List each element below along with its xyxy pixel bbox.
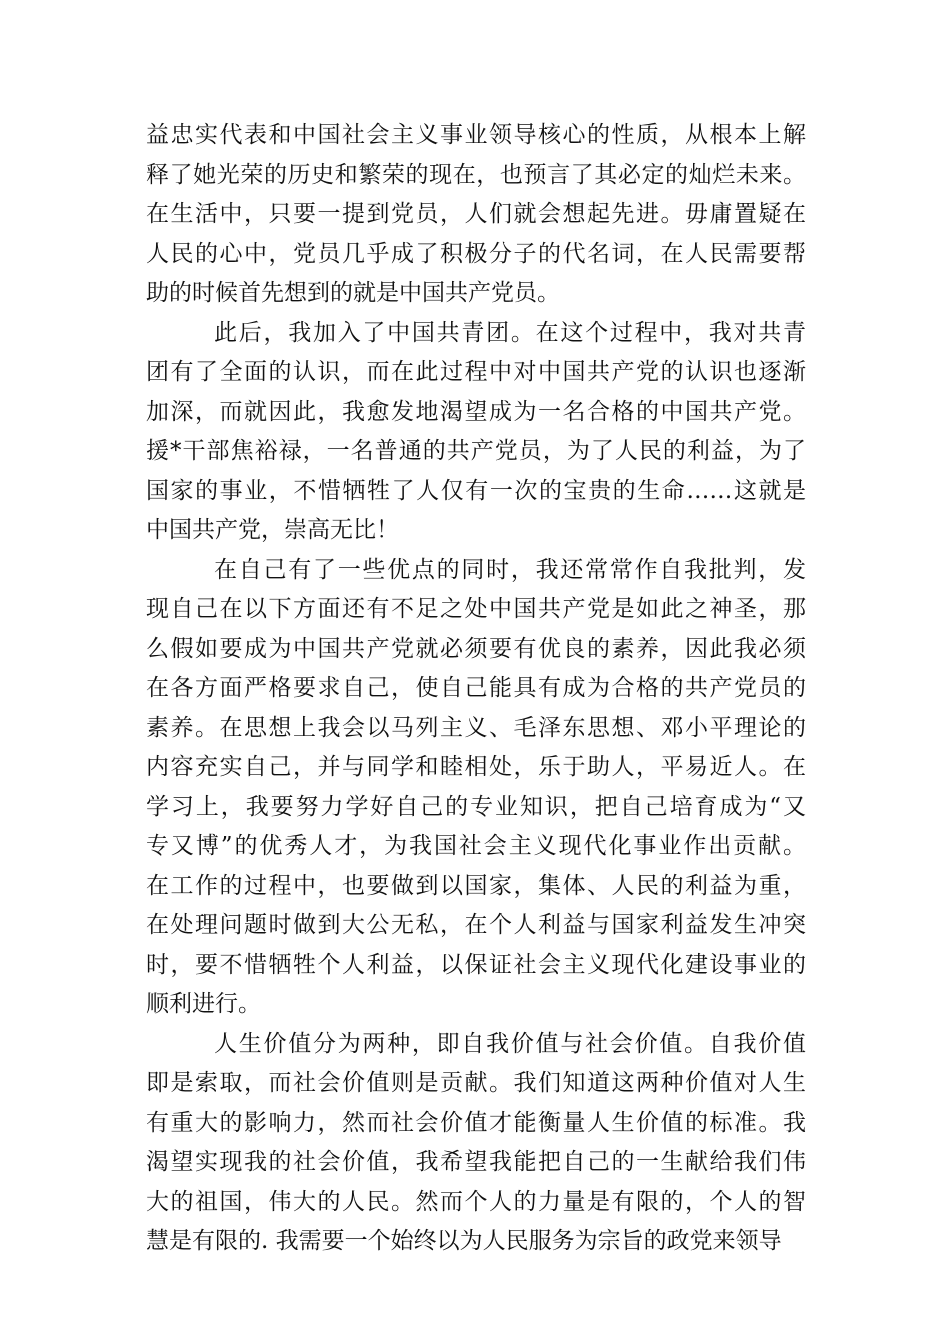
text-line: 在自己有了一些优点的同时，我还常常作自我批判，发: [214, 556, 806, 583]
text-line: 么假如要成为中国共产党就必须要有优良的素养，因此我必须: [146, 635, 806, 662]
text-line: 援*干部焦裕禄，一名普通的共产党员，为了人民的利益，为了: [146, 438, 806, 464]
text-line: 在工作的过程中，也要做到以国家，集体、人民的利益为重，: [146, 872, 806, 899]
text-line: 在处理问题时做到大公无私，在个人利益与国家利益发生冲突: [146, 912, 806, 938]
text-line: 此后，我加入了中国共青团。在这个过程中，我对共青: [214, 319, 806, 346]
text-line: 专又博”的优秀人才，为我国社会主义现代化事业作出贡献。: [146, 833, 806, 859]
text-line: 内容充实自己，并与同学和睦相处，乐于助人，平易近人。在: [146, 754, 806, 780]
text-line: 益忠实代表和中国社会主义事业领导核心的性质，从根本上解: [146, 122, 806, 148]
text-line: 时，要不惜牺牲个人利益，以保证社会主义现代化建设事业的: [146, 951, 806, 978]
paragraph-1: [146, 116, 806, 314]
text-line: 顺利进行。: [146, 991, 261, 1017]
text-line: 大的祖国，伟大的人民。然而个人的力量是有限的，个人的智: [146, 1188, 806, 1215]
text-line: 团有了全面的认识，而在此过程中对中国共产党的认识也逐渐: [146, 359, 806, 385]
paragraph-3: [146, 551, 806, 1025]
text-line: 在各方面严格要求自己，使自己能具有成为合格的共产党员的: [146, 675, 806, 701]
text-line: 现自己在以下方面还有不足之处中国共产党是如此之神圣，那: [146, 596, 806, 622]
text-line: 有重大的影响力，然而社会价值才能衡量人生价值的标准。我: [146, 1109, 806, 1136]
body-text: [146, 116, 806, 1262]
text-line: 即是索取，而社会价值则是贡献。我们知道这两种价值对人生: [146, 1070, 806, 1096]
text-line: 释了她光荣的历史和繁荣的现在，也预言了其必定的灿烂未来。: [146, 161, 806, 188]
text-line: 人民的心中，党员几乎成了积极分子的代名词，在人民需要帮: [146, 240, 806, 267]
text-line: 人生价值分为两种，即自我价值与社会价值。自我价值: [214, 1030, 806, 1057]
text-line: 学习上，我要努力学好自己的专业知识，把自己培育成为“又: [146, 793, 806, 820]
text-line: 中国共产党，崇高无比！: [146, 517, 399, 543]
text-line: 在生活中，只要一提到党员，人们就会想起先进。毋庸置疑在: [146, 201, 806, 227]
text-line: 加深，而就因此，我愈发地渴望成为一名合格的中国共产党。: [146, 398, 806, 425]
text-line: 素养。在思想上我会以马列主义、毛泽东思想、邓小平理论的: [146, 714, 806, 741]
paragraph-2: [146, 314, 806, 551]
text-line: 渴望实现我的社会价值，我希望我能把自己的一生献给我们伟: [146, 1149, 806, 1175]
text-line: 助的时候首先想到的就是中国共产党员。: [146, 280, 560, 306]
text-line: 慧是有限的. 我需要一个始终以为人民服务为宗旨的政党来领导: [146, 1228, 782, 1254]
paragraph-4: [146, 1025, 806, 1262]
text-line: 国家的事业，不惜牺牲了人仅有一次的宝贵的生命……这就是: [146, 477, 806, 504]
